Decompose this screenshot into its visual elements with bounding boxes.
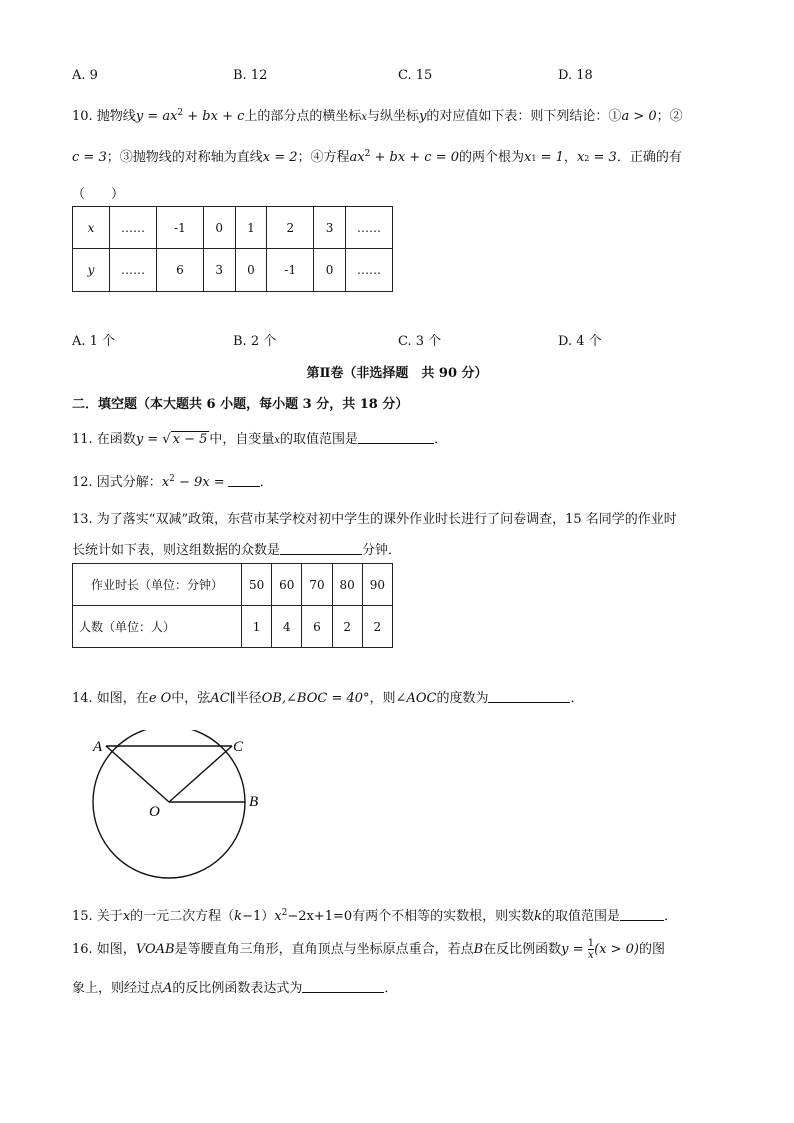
q11: 11. 在函数y = √ x − 5 中，自变量x的取值范围是 ． bbox=[72, 432, 448, 447]
q15-var: x bbox=[122, 909, 131, 924]
q13-text-a: 长统计如下表，则这组数据的众数是 bbox=[72, 543, 281, 558]
q10-text-roots: 的两个根为 bbox=[459, 150, 525, 165]
q15-k: k bbox=[234, 909, 243, 924]
q10-table-x-label: x bbox=[73, 207, 110, 249]
q11-end: 的取值范围是 bbox=[280, 432, 359, 447]
q10-text-end2: ．正确的有 bbox=[616, 150, 682, 165]
circle-o bbox=[93, 730, 245, 878]
q10-option-a: A. 1 个 bbox=[72, 334, 116, 349]
q11-func: y = bbox=[135, 432, 163, 447]
q16-condition: (x > 0) bbox=[594, 942, 639, 957]
q14-answer-blank[interactable] bbox=[488, 690, 570, 703]
q11-radicand: x − 5 bbox=[172, 432, 208, 447]
q10-root1-var: x bbox=[524, 150, 532, 165]
q15-answer-blank[interactable] bbox=[620, 908, 664, 921]
q10-sep: ， bbox=[563, 150, 577, 165]
q16-prefix: 16. 如图， bbox=[72, 942, 136, 957]
q16-line2 bbox=[72, 977, 397, 996]
q13-table-minute: 50 bbox=[242, 564, 272, 606]
q14-mid3: ，则 bbox=[369, 691, 396, 706]
q10-text-mid: 上的部分点的横坐标 bbox=[244, 109, 362, 124]
q12-prefix: 12. 因式分解： bbox=[72, 475, 162, 490]
q13-text-b: 分钟． bbox=[362, 543, 402, 558]
q10-table-y-cell: 0 bbox=[314, 249, 346, 292]
segment-oa bbox=[106, 746, 169, 802]
q16-period: ． bbox=[384, 981, 398, 996]
q10-table-x-cell: 1 bbox=[235, 207, 267, 249]
q13-line2 bbox=[72, 539, 401, 558]
q11-var: x bbox=[274, 435, 281, 446]
q15-eq-rest: −2x+1=0 bbox=[287, 909, 353, 924]
q12-expr: x bbox=[161, 475, 170, 490]
q13-table-count: 2 bbox=[362, 606, 392, 648]
q10-text-tail: ；② bbox=[656, 109, 683, 124]
q14-angle: ∠AOC bbox=[395, 691, 437, 706]
q14-circle: e O bbox=[148, 691, 172, 706]
point-b-label: B bbox=[249, 794, 259, 810]
point-c-label: C bbox=[233, 739, 244, 755]
q13-table-count: 1 bbox=[242, 606, 272, 648]
q14-end: 的度数为 bbox=[436, 691, 489, 706]
q15-text-a: 15. 关于 bbox=[72, 909, 123, 924]
q15-text-e: 的取值范围是 bbox=[542, 909, 621, 924]
q13-table-header-label: 作业时长（单位：分钟） bbox=[73, 564, 242, 606]
q9-option-c: C. 15 bbox=[398, 68, 433, 83]
q15-eq: x bbox=[274, 909, 282, 924]
q10-eq2: ax bbox=[349, 150, 365, 165]
q10-table-y-cell: -1 bbox=[267, 249, 314, 292]
q10-line1: 10. 抛物线$y = ax^2$ + bx + c上的部分点的横坐标x与纵坐标y的对应值如下表：则下列结论：①a > 0；② bbox=[72, 108, 683, 124]
q14-parallel: ∥ bbox=[229, 691, 236, 706]
q15-period: ． bbox=[664, 909, 678, 924]
point-o-label: O bbox=[149, 804, 160, 820]
q14-mid: 中，弦 bbox=[171, 691, 211, 706]
q16-point-a: A bbox=[163, 981, 173, 996]
q16-triangle: VOAB bbox=[135, 942, 175, 957]
q10-cond1: a > 0 bbox=[621, 109, 657, 124]
q9-option-b: B. 12 bbox=[233, 68, 268, 83]
q10-table-ellipsis: …… bbox=[346, 249, 393, 292]
q15-k2: k bbox=[534, 909, 543, 924]
q10-text-mid2: 与纵坐标 bbox=[367, 109, 420, 124]
q10-axis: x = 2 bbox=[262, 150, 298, 165]
q10-table-x-cell: 2 bbox=[267, 207, 314, 249]
q11-mid: 中，自变量 bbox=[209, 432, 275, 447]
q10-text-axis-label: ；③抛物线的对称轴为直线 bbox=[106, 150, 263, 165]
q10-option-c: C. 3 个 bbox=[398, 334, 442, 349]
q10-root2-var: x bbox=[576, 150, 585, 165]
q13-line1: 13. 为了落实“双减”政策，东营市某学校对初中学生的课外作业时长进行了问卷调查，15 名同学的作业时 bbox=[72, 512, 677, 527]
q14-mid2: 半径 bbox=[235, 691, 262, 706]
fill-section-title: 二．填空题（本大题共 6 小题，每小题 3 分，共 18 分） bbox=[72, 397, 409, 412]
segment-oc bbox=[169, 746, 232, 802]
q10-equation: y = ax bbox=[135, 109, 178, 124]
q16-mid: 是等腰直角三角形，直角顶点与坐标原点重合，若点 bbox=[174, 942, 474, 957]
q16-numerator: 1 bbox=[587, 938, 595, 949]
q10-line2: c = 3；③抛物线的对称轴为直线x = 2；④方程$ax^2$ + bx + c = 0的两个根为x1 = 1，x2 = 3．正确的有 bbox=[72, 149, 682, 165]
q15-text-d: 有两个不相等的实数根，则实数 bbox=[352, 909, 535, 924]
q13-table-minute: 60 bbox=[272, 564, 302, 606]
q16-end: 的图 bbox=[638, 942, 665, 957]
q10-paren: （ ） bbox=[72, 187, 125, 202]
q13-table bbox=[72, 563, 393, 648]
q13-table-row-label: 人数（单位：人） bbox=[73, 606, 242, 648]
q14-circle-figure bbox=[84, 730, 274, 895]
q10-table-x-cell: 3 bbox=[314, 207, 346, 249]
q12-answer-blank[interactable] bbox=[228, 474, 260, 487]
q10-text-eq-label: ；④方程 bbox=[297, 150, 350, 165]
q10-root2-val: = 3 bbox=[589, 150, 617, 165]
q13-table-count: 6 bbox=[302, 606, 332, 648]
q10-option-b: B. 2 个 bbox=[233, 334, 277, 349]
q13-table-minute: 70 bbox=[302, 564, 332, 606]
q10-table-y-label: y bbox=[73, 249, 110, 292]
q10-eq2-rest: + bx + c = 0 bbox=[370, 150, 460, 165]
q13-answer-blank[interactable] bbox=[280, 542, 362, 555]
q14-prefix: 14. 如图，在 bbox=[72, 691, 149, 706]
q16-mid2: 在反比例函数 bbox=[483, 942, 562, 957]
q14-period: ． bbox=[570, 691, 584, 706]
q13-table-minute: 80 bbox=[332, 564, 362, 606]
q15-text-b: 的一元二次方程（ bbox=[130, 909, 235, 924]
q15: 15. 关于x的一元二次方程$(k-1)x^2-2x+1=0$有两个不相等的实数根，则实数k的取值范围是 ． bbox=[72, 908, 678, 924]
q12-expr-rest: − 9x = bbox=[174, 475, 225, 490]
q10-table-y-cell: 6 bbox=[157, 249, 204, 292]
q10-table-x-cell: 0 bbox=[203, 207, 235, 249]
q10-table-ellipsis: …… bbox=[110, 249, 157, 292]
q9-option-d: D. 18 bbox=[558, 68, 593, 83]
q10-table-y-cell: 0 bbox=[235, 249, 267, 292]
q10-table-ellipsis: …… bbox=[346, 207, 393, 249]
q16-line1 bbox=[72, 937, 665, 963]
q10-equation-rest: + bx + c bbox=[183, 109, 245, 124]
section2-title: 第Ⅱ卷（非选择题 共 90 分） bbox=[306, 366, 488, 381]
q10-var-x: x bbox=[361, 112, 368, 123]
q10-table-y-cell: 3 bbox=[203, 249, 235, 292]
q11-answer-blank[interactable] bbox=[358, 431, 434, 444]
q14-chord: AC bbox=[210, 691, 230, 706]
q16-func: y = bbox=[561, 942, 588, 957]
q16-line2-b: 的反比例函数表达式为 bbox=[172, 981, 303, 996]
q10-prefix: 10. 抛物线 bbox=[72, 109, 136, 124]
q11-period: ． bbox=[434, 432, 448, 447]
q16-answer-blank[interactable] bbox=[302, 980, 384, 993]
q14 bbox=[72, 687, 583, 706]
q13-table-count: 2 bbox=[332, 606, 362, 648]
q10-text-end: 的对应值如下表：则下列结论：① bbox=[426, 109, 622, 124]
q15-text-c: −1） bbox=[242, 909, 275, 924]
q9-option-a: A. 9 bbox=[72, 68, 98, 83]
q13-table-count: 4 bbox=[272, 606, 302, 648]
q16-line2-a: 象上，则经过点 bbox=[72, 981, 164, 996]
q16-point-b: B bbox=[473, 942, 484, 957]
point-a-label: A bbox=[93, 739, 103, 755]
q10-cond2: c = 3 bbox=[72, 150, 107, 165]
q10-table-x-cell: -1 bbox=[157, 207, 204, 249]
q16-denominator: x bbox=[588, 950, 594, 961]
q10-root1-val: = 1 bbox=[536, 150, 564, 165]
q12: 12. 因式分解：$x^2 - 9x$ = ． bbox=[72, 474, 273, 490]
q11-prefix: 11. 在函数 bbox=[72, 432, 136, 447]
q14-expr: OB,∠BOC = 40° bbox=[261, 691, 370, 706]
q10-table-ellipsis: …… bbox=[110, 207, 157, 249]
q10-table bbox=[72, 206, 393, 292]
q10-var-y: y bbox=[419, 109, 427, 124]
q13-table-minute: 90 bbox=[362, 564, 392, 606]
q10-option-d: D. 4 个 bbox=[558, 334, 602, 349]
q12-period: ． bbox=[259, 475, 273, 490]
